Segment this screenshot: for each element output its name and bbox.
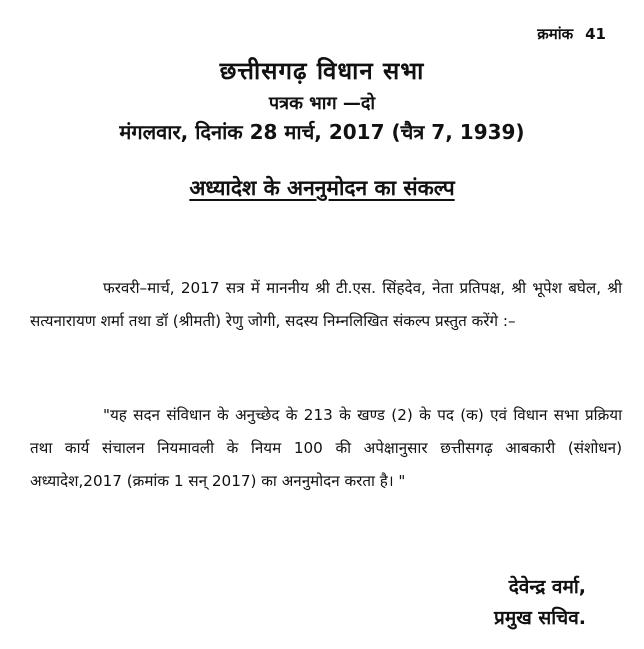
paragraph-intro: फरवरी–मार्च, 2017 सत्र में माननीय श्री टी.एस. सिंहदेव, नेता प्रतिपक्ष, श्री भूपेश बघेल, श्री सत्यनारायण शर्मा तथा डॉ (श्रीमती) रेणु जोगी, सदस्य निम्नलिखित संकल्प प्रस्तुत करेंगे :–	[30, 279, 622, 330]
assembly-title: छत्तीसगढ़ विधान सभा	[219, 57, 425, 85]
signature-block	[494, 572, 586, 634]
signatory-name: देवेन्द्र वर्मा,	[508, 576, 586, 598]
subject-text: अध्यादेश के अननुमोदन का संकल्प	[189, 176, 455, 200]
bulletin-part: पत्रक भाग —दो	[268, 93, 376, 114]
signatory-designation: प्रमुख सचिव.	[494, 607, 586, 629]
paragraph-resolution: "यह सदन संविधान के अनुच्छेद के 213 के खण्ड (2) के पद (क) एवं विधान सभा प्रक्रिया तथा कार्य संचालन नियमावली के नियम 100 की अपेक्षानुसार छत्तीसगढ़ आबकारी (संशोधन) अध्यादेश,2017 (क्रमांक 1 सन् 2017) का अननुमोदन करता है। "	[30, 406, 622, 490]
date-line: मंगलवार, दिनांक 28 मार्च, 2017 (चैत्र 7, 1939)	[119, 120, 525, 144]
serial-value: 41	[585, 25, 606, 43]
subject-heading	[0, 174, 644, 202]
serial-label: क्रमांक	[537, 25, 574, 43]
serial-number	[537, 24, 606, 44]
